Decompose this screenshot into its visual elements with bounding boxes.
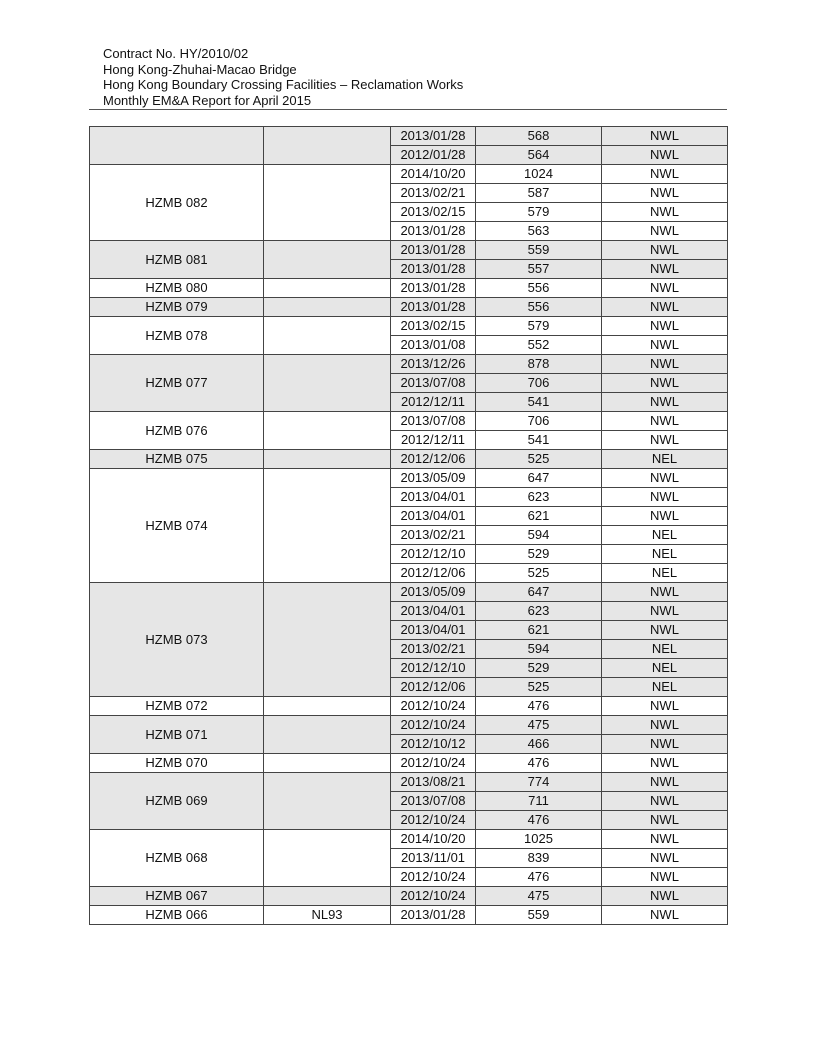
code-cell: NEL [602,564,728,583]
value-cell: 839 [476,849,602,868]
reference-cell [264,830,391,887]
date-cell: 2013/04/01 [391,507,476,526]
value-cell: 525 [476,564,602,583]
code-cell: NWL [602,431,728,450]
station-id-cell [90,127,264,165]
date-cell: 2013/01/28 [391,279,476,298]
date-cell: 2012/10/24 [391,697,476,716]
date-cell: 2013/01/08 [391,336,476,355]
date-cell: 2013/01/28 [391,298,476,317]
date-cell: 2013/02/21 [391,526,476,545]
value-cell: 525 [476,678,602,697]
code-cell: NWL [602,602,728,621]
table-row [90,830,728,849]
reference-cell [264,412,391,450]
date-cell: 2012/12/11 [391,393,476,412]
date-cell: 2013/08/21 [391,773,476,792]
station-id-cell: HZMB 066 [90,906,264,925]
code-cell: NWL [602,336,728,355]
date-cell: 2012/10/12 [391,735,476,754]
table-row [90,412,728,431]
value-cell: 621 [476,507,602,526]
code-cell: NWL [602,412,728,431]
station-id-cell: HZMB 069 [90,773,264,830]
station-id-cell: HZMB 082 [90,165,264,241]
reference-cell [264,754,391,773]
value-cell: 529 [476,545,602,564]
value-cell: 541 [476,393,602,412]
station-id-cell: HZMB 073 [90,583,264,697]
value-cell: 647 [476,583,602,602]
code-cell: NWL [602,735,728,754]
reference-cell [264,298,391,317]
table-row [90,450,728,469]
code-cell: NWL [602,260,728,279]
date-cell: 2013/07/08 [391,412,476,431]
code-cell: NWL [602,849,728,868]
value-cell: 647 [476,469,602,488]
station-id-cell: HZMB 068 [90,830,264,887]
code-cell: NWL [602,355,728,374]
date-cell: 2013/05/09 [391,583,476,602]
value-cell: 568 [476,127,602,146]
value-cell: 557 [476,260,602,279]
station-id-cell: HZMB 070 [90,754,264,773]
date-cell: 2013/07/08 [391,792,476,811]
table-row [90,469,728,488]
value-cell: 559 [476,241,602,260]
table-row [90,279,728,298]
date-cell: 2013/05/09 [391,469,476,488]
reference-cell [264,469,391,583]
code-cell: NWL [602,241,728,260]
date-cell: 2012/12/11 [391,431,476,450]
table-row [90,317,728,336]
table-row [90,298,728,317]
date-cell: 2014/10/20 [391,830,476,849]
code-cell: NWL [602,374,728,393]
code-cell: NWL [602,184,728,203]
reference-cell [264,583,391,697]
date-cell: 2013/04/01 [391,621,476,640]
date-cell: 2013/01/28 [391,241,476,260]
code-cell: NEL [602,526,728,545]
date-cell: 2013/02/21 [391,184,476,203]
value-cell: 476 [476,754,602,773]
reference-cell [264,165,391,241]
value-cell: 541 [476,431,602,450]
date-cell: 2013/02/15 [391,317,476,336]
value-cell: 774 [476,773,602,792]
monitoring-table [89,126,728,925]
code-cell: NWL [602,146,728,165]
station-id-cell: HZMB 075 [90,450,264,469]
value-cell: 476 [476,868,602,887]
date-cell: 2012/12/10 [391,545,476,564]
date-cell: 2013/01/28 [391,222,476,241]
station-id-cell: HZMB 079 [90,298,264,317]
value-cell: 563 [476,222,602,241]
reference-cell [264,887,391,906]
code-cell: NWL [602,222,728,241]
station-id-cell: HZMB 074 [90,469,264,583]
value-cell: 587 [476,184,602,203]
value-cell: 878 [476,355,602,374]
value-cell: 594 [476,526,602,545]
code-cell: NWL [602,830,728,849]
reference-cell: NL93 [264,906,391,925]
station-id-cell: HZMB 078 [90,317,264,355]
station-id-cell: HZMB 072 [90,697,264,716]
date-cell: 2013/01/28 [391,260,476,279]
value-cell: 475 [476,887,602,906]
date-cell: 2012/10/24 [391,754,476,773]
code-cell: NWL [602,811,728,830]
code-cell: NWL [602,317,728,336]
code-cell: NWL [602,868,728,887]
value-cell: 1024 [476,165,602,184]
station-id-cell: HZMB 080 [90,279,264,298]
facility-name: Hong Kong Boundary Crossing Facilities – Reclamation Works [103,77,464,92]
table-row [90,697,728,716]
date-cell: 2012/10/24 [391,887,476,906]
table-row [90,773,728,792]
station-id-cell: HZMB 081 [90,241,264,279]
reference-cell [264,716,391,754]
value-cell: 623 [476,602,602,621]
date-cell: 2013/12/26 [391,355,476,374]
date-cell: 2013/01/28 [391,906,476,925]
value-cell: 579 [476,203,602,222]
value-cell: 706 [476,412,602,431]
date-cell: 2013/02/15 [391,203,476,222]
date-cell: 2013/04/01 [391,602,476,621]
date-cell: 2012/10/24 [391,868,476,887]
value-cell: 529 [476,659,602,678]
value-cell: 711 [476,792,602,811]
value-cell: 1025 [476,830,602,849]
date-cell: 2013/07/08 [391,374,476,393]
date-cell: 2012/12/06 [391,564,476,583]
reference-cell [264,697,391,716]
code-cell: NEL [602,450,728,469]
code-cell: NWL [602,127,728,146]
code-cell: NWL [602,203,728,222]
value-cell: 466 [476,735,602,754]
table-row [90,583,728,602]
table-row [90,754,728,773]
table-row [90,716,728,735]
code-cell: NWL [602,621,728,640]
date-cell: 2012/01/28 [391,146,476,165]
value-cell: 564 [476,146,602,165]
code-cell: NEL [602,659,728,678]
value-cell: 552 [476,336,602,355]
table-row [90,355,728,374]
date-cell: 2013/04/01 [391,488,476,507]
date-cell: 2012/12/06 [391,678,476,697]
value-cell: 594 [476,640,602,659]
station-id-cell: HZMB 067 [90,887,264,906]
code-cell: NWL [602,887,728,906]
reference-cell [264,317,391,355]
date-cell: 2014/10/20 [391,165,476,184]
value-cell: 579 [476,317,602,336]
date-cell: 2013/02/21 [391,640,476,659]
table-row [90,165,728,184]
value-cell: 525 [476,450,602,469]
value-cell: 621 [476,621,602,640]
value-cell: 623 [476,488,602,507]
value-cell: 475 [476,716,602,735]
code-cell: NWL [602,279,728,298]
station-id-cell: HZMB 071 [90,716,264,754]
code-cell: NWL [602,469,728,488]
reference-cell [264,241,391,279]
station-id-cell: HZMB 076 [90,412,264,450]
value-cell: 706 [476,374,602,393]
code-cell: NEL [602,678,728,697]
reference-cell [264,127,391,165]
station-id-cell: HZMB 077 [90,355,264,412]
code-cell: NWL [602,716,728,735]
contract-number: Contract No. HY/2010/02 [103,46,249,61]
value-cell: 476 [476,811,602,830]
date-cell: 2013/11/01 [391,849,476,868]
code-cell: NWL [602,488,728,507]
date-cell: 2012/12/10 [391,659,476,678]
code-cell: NWL [602,583,728,602]
value-cell: 559 [476,906,602,925]
code-cell: NWL [602,754,728,773]
table-row [90,127,728,146]
value-cell: 476 [476,697,602,716]
code-cell: NWL [602,165,728,184]
table-row [90,241,728,260]
reference-cell [264,773,391,830]
code-cell: NEL [602,640,728,659]
code-cell: NWL [602,393,728,412]
reference-cell [264,355,391,412]
code-cell: NWL [602,507,728,526]
reference-cell [264,279,391,298]
date-cell: 2012/12/06 [391,450,476,469]
value-cell: 556 [476,279,602,298]
reference-cell [264,450,391,469]
date-cell: 2013/01/28 [391,127,476,146]
date-cell: 2012/10/24 [391,811,476,830]
code-cell: NWL [602,697,728,716]
code-cell: NWL [602,906,728,925]
code-cell: NWL [602,792,728,811]
report-title: Monthly EM&A Report for April 2015 [103,92,312,108]
date-cell: 2012/10/24 [391,716,476,735]
code-cell: NEL [602,545,728,564]
table-row [90,887,728,906]
code-cell: NWL [602,298,728,317]
value-cell: 556 [476,298,602,317]
code-cell: NWL [602,773,728,792]
project-name: Hong Kong-Zhuhai-Macao Bridge [103,61,297,77]
table-row [90,906,728,925]
page-header [103,46,463,108]
header-rule [89,109,727,110]
